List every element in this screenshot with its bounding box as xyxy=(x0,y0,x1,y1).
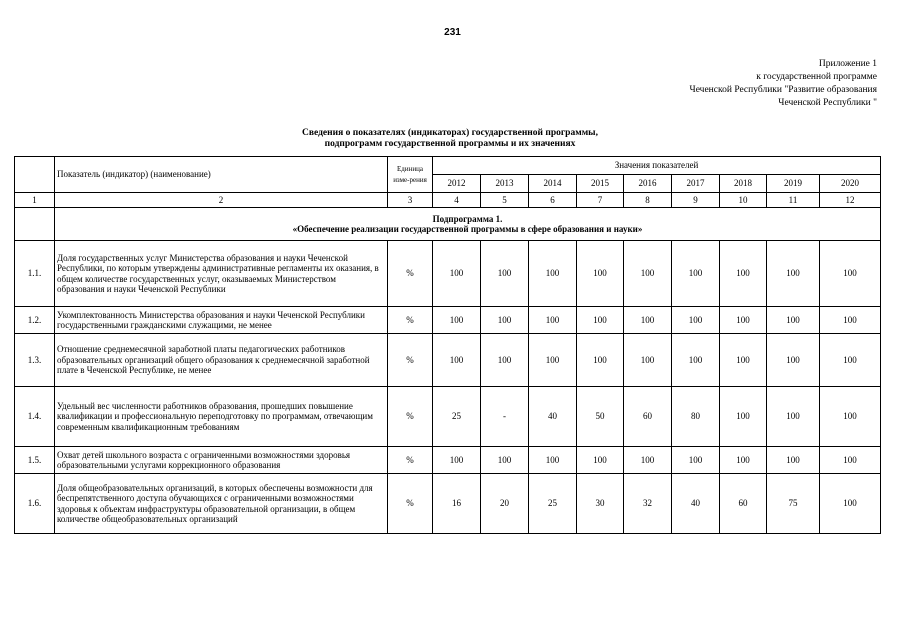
value-cell: 100 xyxy=(529,307,577,334)
subprogram-name: «Обеспечение реализации государственной программы в сфере образования и науки» xyxy=(292,224,643,234)
value-cell: 100 xyxy=(720,447,767,474)
value-cell: 100 xyxy=(767,307,820,334)
value-cell: 100 xyxy=(767,334,820,387)
value-cell: 100 xyxy=(433,334,481,387)
table-row xyxy=(15,387,881,447)
title-line-1: Сведения о показателях (индикаторах) государственной программы, xyxy=(302,128,598,138)
value-cell: 100 xyxy=(820,447,881,474)
year-header: 2016 xyxy=(624,175,672,193)
value-cell: 100 xyxy=(433,447,481,474)
value-cell: 100 xyxy=(767,387,820,447)
page-number: 231 xyxy=(444,27,461,38)
value-cell: 100 xyxy=(529,334,577,387)
subprogram-title: Подпрограмма 1. xyxy=(432,213,503,224)
year-header: 2015 xyxy=(577,175,624,193)
header-unit: Единица изме-рения xyxy=(388,157,433,193)
value-cell: 100 xyxy=(624,307,672,334)
value-cell: 100 xyxy=(672,334,720,387)
indicator-description: Доля общеобразовательных организаций, в которых обеспечены возможности для беспрепятственного доступа обучающихся с ограниченными возможностями здоровья к объектам инфраструктуры образовательной организации, в общем количестве общеобразовательных организаций xyxy=(55,474,388,534)
column-number: 3 xyxy=(388,193,433,208)
value-cell: 100 xyxy=(820,474,881,534)
value-cell: 100 xyxy=(529,241,577,307)
column-number: 1 xyxy=(15,193,55,208)
value-cell: 100 xyxy=(529,447,577,474)
value-cell: 100 xyxy=(624,241,672,307)
subprogram-cell xyxy=(55,208,881,241)
value-cell: 50 xyxy=(577,387,624,447)
indicator-description: Отношение среднемесячной заработной платы педагогических работников образовательных организаций общего образования к среднемесячной заработной плате в Чеченской Республике, не менее xyxy=(55,334,388,387)
subprogram-num-cell xyxy=(15,208,55,241)
unit-cell: % xyxy=(388,334,433,387)
value-cell: 100 xyxy=(577,241,624,307)
year-header: 2014 xyxy=(529,175,577,193)
value-cell: 100 xyxy=(720,307,767,334)
indicator-description: Укомплектованность Министерства образования и науки Чеченской Республики государственными гражданскими служащими, не менее xyxy=(55,307,388,334)
value-cell: 80 xyxy=(672,387,720,447)
row-number: 1.2. xyxy=(15,307,55,334)
value-cell: 60 xyxy=(720,474,767,534)
year-header: 2019 xyxy=(767,175,820,193)
column-number: 4 xyxy=(433,193,481,208)
year-header: 2013 xyxy=(481,175,529,193)
indicator-description: Доля государственных услуг Министерства образования и науки Чеченской Республики, по которым утверждены административные регламенты их оказания, в общем количестве государственных услуг, оказываемых Министерством образования и науки Чеченской Республики xyxy=(55,241,388,307)
value-cell: 100 xyxy=(820,387,881,447)
value-cell: 100 xyxy=(577,334,624,387)
header-indicator: Показатель (индикатор) (наименование) xyxy=(55,157,388,193)
column-number: 2 xyxy=(55,193,388,208)
indicator-description: Охват детей школьного возраста с ограниченными возможностями здоровья образовательными услугами коррекционного образования xyxy=(55,447,388,474)
appendix-note xyxy=(690,58,877,110)
value-cell: 100 xyxy=(481,447,529,474)
value-cell: 25 xyxy=(433,387,481,447)
row-number: 1.4. xyxy=(15,387,55,447)
subprogram-row xyxy=(15,208,881,241)
indicator-description: Удельный вес численности работников образования, прошедших повышение квалификации и профессиональную переподготовку по программам, отвечающим современным квалификационным требованиям xyxy=(55,387,388,447)
column-number: 11 xyxy=(767,193,820,208)
year-header: 2017 xyxy=(672,175,720,193)
unit-cell: % xyxy=(388,241,433,307)
value-cell: 100 xyxy=(672,241,720,307)
table-row xyxy=(15,447,881,474)
value-cell: 100 xyxy=(624,447,672,474)
value-cell: 100 xyxy=(767,447,820,474)
year-header: 2018 xyxy=(720,175,767,193)
column-number: 6 xyxy=(529,193,577,208)
header-num-cell xyxy=(15,157,55,193)
value-cell: 100 xyxy=(481,241,529,307)
column-numbers-row xyxy=(15,193,881,208)
value-cell: 32 xyxy=(624,474,672,534)
value-cell: 100 xyxy=(820,307,881,334)
document-title xyxy=(200,128,700,150)
value-cell: 100 xyxy=(672,307,720,334)
column-number: 5 xyxy=(481,193,529,208)
value-cell: 100 xyxy=(672,447,720,474)
table-row xyxy=(15,307,881,334)
value-cell: 100 xyxy=(820,241,881,307)
appendix-line: Приложение 1 xyxy=(818,59,877,69)
table-row xyxy=(15,241,881,307)
header-row xyxy=(15,157,881,175)
year-header: 2020 xyxy=(820,175,881,193)
appendix-line: Чеченской Республики "Развитие образования xyxy=(689,85,877,95)
value-cell: 100 xyxy=(720,241,767,307)
value-cell: 100 xyxy=(720,387,767,447)
unit-cell: % xyxy=(388,447,433,474)
row-number: 1.5. xyxy=(15,447,55,474)
value-cell: 30 xyxy=(577,474,624,534)
value-cell: 40 xyxy=(529,387,577,447)
value-cell: 75 xyxy=(767,474,820,534)
value-cell: 100 xyxy=(820,334,881,387)
value-cell: 40 xyxy=(672,474,720,534)
value-cell: 100 xyxy=(720,334,767,387)
value-cell: 25 xyxy=(529,474,577,534)
value-cell: 100 xyxy=(767,241,820,307)
value-cell: 16 xyxy=(433,474,481,534)
title-line-2: подпрограмм государственной программы и их значениях xyxy=(324,139,576,149)
value-cell: 100 xyxy=(433,307,481,334)
row-number: 1.1. xyxy=(15,241,55,307)
column-number: 10 xyxy=(720,193,767,208)
table-row xyxy=(15,334,881,387)
value-cell: 60 xyxy=(624,387,672,447)
value-cell: 100 xyxy=(577,307,624,334)
column-number: 9 xyxy=(672,193,720,208)
year-header: 2012 xyxy=(433,175,481,193)
row-number: 1.6. xyxy=(15,474,55,534)
value-cell: 20 xyxy=(481,474,529,534)
unit-cell: % xyxy=(388,474,433,534)
row-number: 1.3. xyxy=(15,334,55,387)
appendix-line: Чеченской Республики " xyxy=(778,98,877,108)
unit-cell: % xyxy=(388,387,433,447)
value-cell: 100 xyxy=(624,334,672,387)
appendix-line: к государственной программе xyxy=(756,72,877,82)
value-cell: - xyxy=(481,387,529,447)
header-values-title: Значения показателей xyxy=(433,157,881,175)
column-number: 7 xyxy=(577,193,624,208)
value-cell: 100 xyxy=(481,307,529,334)
value-cell: 100 xyxy=(433,241,481,307)
value-cell: 100 xyxy=(577,447,624,474)
value-cell: 100 xyxy=(481,334,529,387)
column-number: 8 xyxy=(624,193,672,208)
unit-cell: % xyxy=(388,307,433,334)
indicators-table xyxy=(14,156,881,534)
column-number: 12 xyxy=(820,193,881,208)
table-row xyxy=(15,474,881,534)
